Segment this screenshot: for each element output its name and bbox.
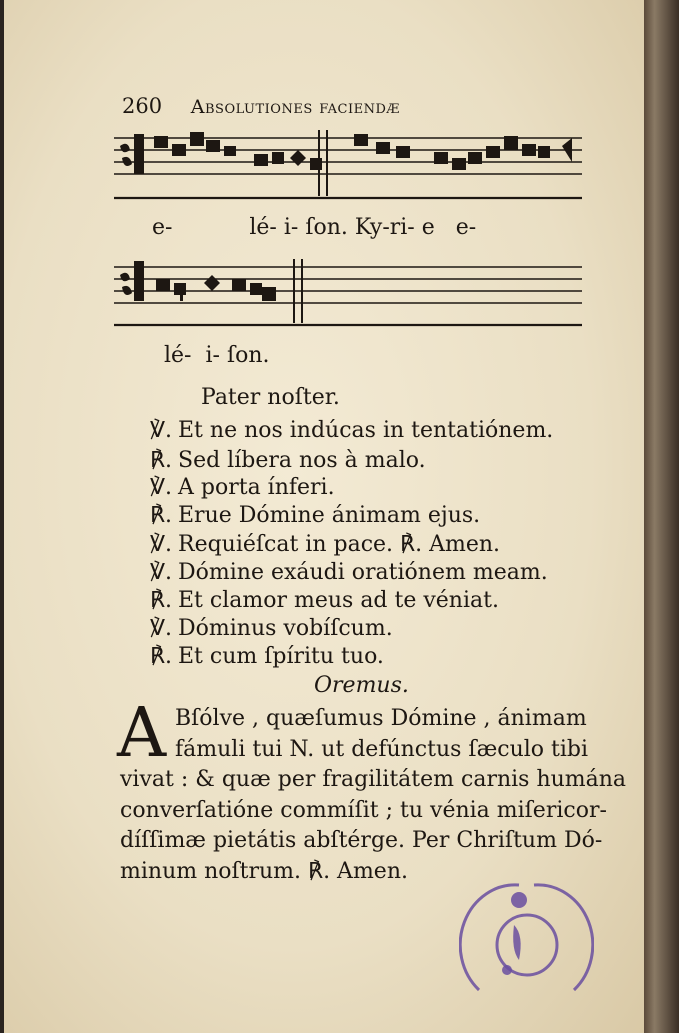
book-page	[4, 0, 644, 1033]
library-stamp-icon	[459, 870, 594, 1015]
page-number: 260	[122, 94, 163, 118]
running-header	[122, 94, 400, 118]
prayer-line: minum noſtrum. ℟. Amen.	[120, 858, 408, 884]
versicle-line: ℟. Et clamor meus ad te véniat.	[150, 588, 499, 613]
versicle-line: ℣. A porta ínferi.	[150, 475, 335, 500]
versicle-line: ℟. Sed líbera nos à malo.	[150, 448, 426, 473]
prayer-line: vivat : & quæ per fragilitátem carnis humána	[120, 767, 627, 792]
versicle-line: ℟. Et cum ſpíritu tuo.	[150, 644, 384, 669]
prayer-line: converſatióne commíſit ; tu vénia miſericor-	[120, 797, 607, 823]
book-spine	[644, 0, 679, 1033]
versicle-line: ℟. Erue Dómine ánimam ejus.	[150, 503, 481, 528]
versicle-line: ℣. Et ne nos indúcas in tentatiónem.	[150, 418, 554, 443]
versicle-line: ℣. Dómine exáudi oratiónem meam.	[150, 560, 548, 585]
drop-cap-initial: A	[117, 694, 167, 773]
chant-staff-1	[114, 128, 584, 200]
versicle-line: ℣. Requiéſcat in pace. ℟. Amen.	[150, 532, 500, 557]
page-title: Absolutiones faciendæ	[190, 96, 400, 118]
prayer-line: díſſimæ pietátis abſtérge. Per Chriſtum Dó-	[120, 828, 603, 853]
oremus-heading: Oremus.	[314, 673, 409, 698]
chant-lyrics-1: e- lé- i- ſon. Ky-ri- e e-	[152, 215, 477, 240]
prayer-text	[120, 704, 627, 887]
prayer-line: fámuli tui N. ut defúnctus ſæculo tibi	[175, 736, 589, 762]
prayer-line: Bſólve , quæſumus Dómine , ánimam	[175, 706, 587, 731]
chant-staff-2	[114, 257, 584, 329]
chant-lyrics-2: lé- i- ſon.	[164, 343, 270, 368]
versicle-line: ℣. Dóminus vobíſcum.	[150, 616, 393, 641]
pater-noster: Pater noſter.	[201, 385, 340, 410]
